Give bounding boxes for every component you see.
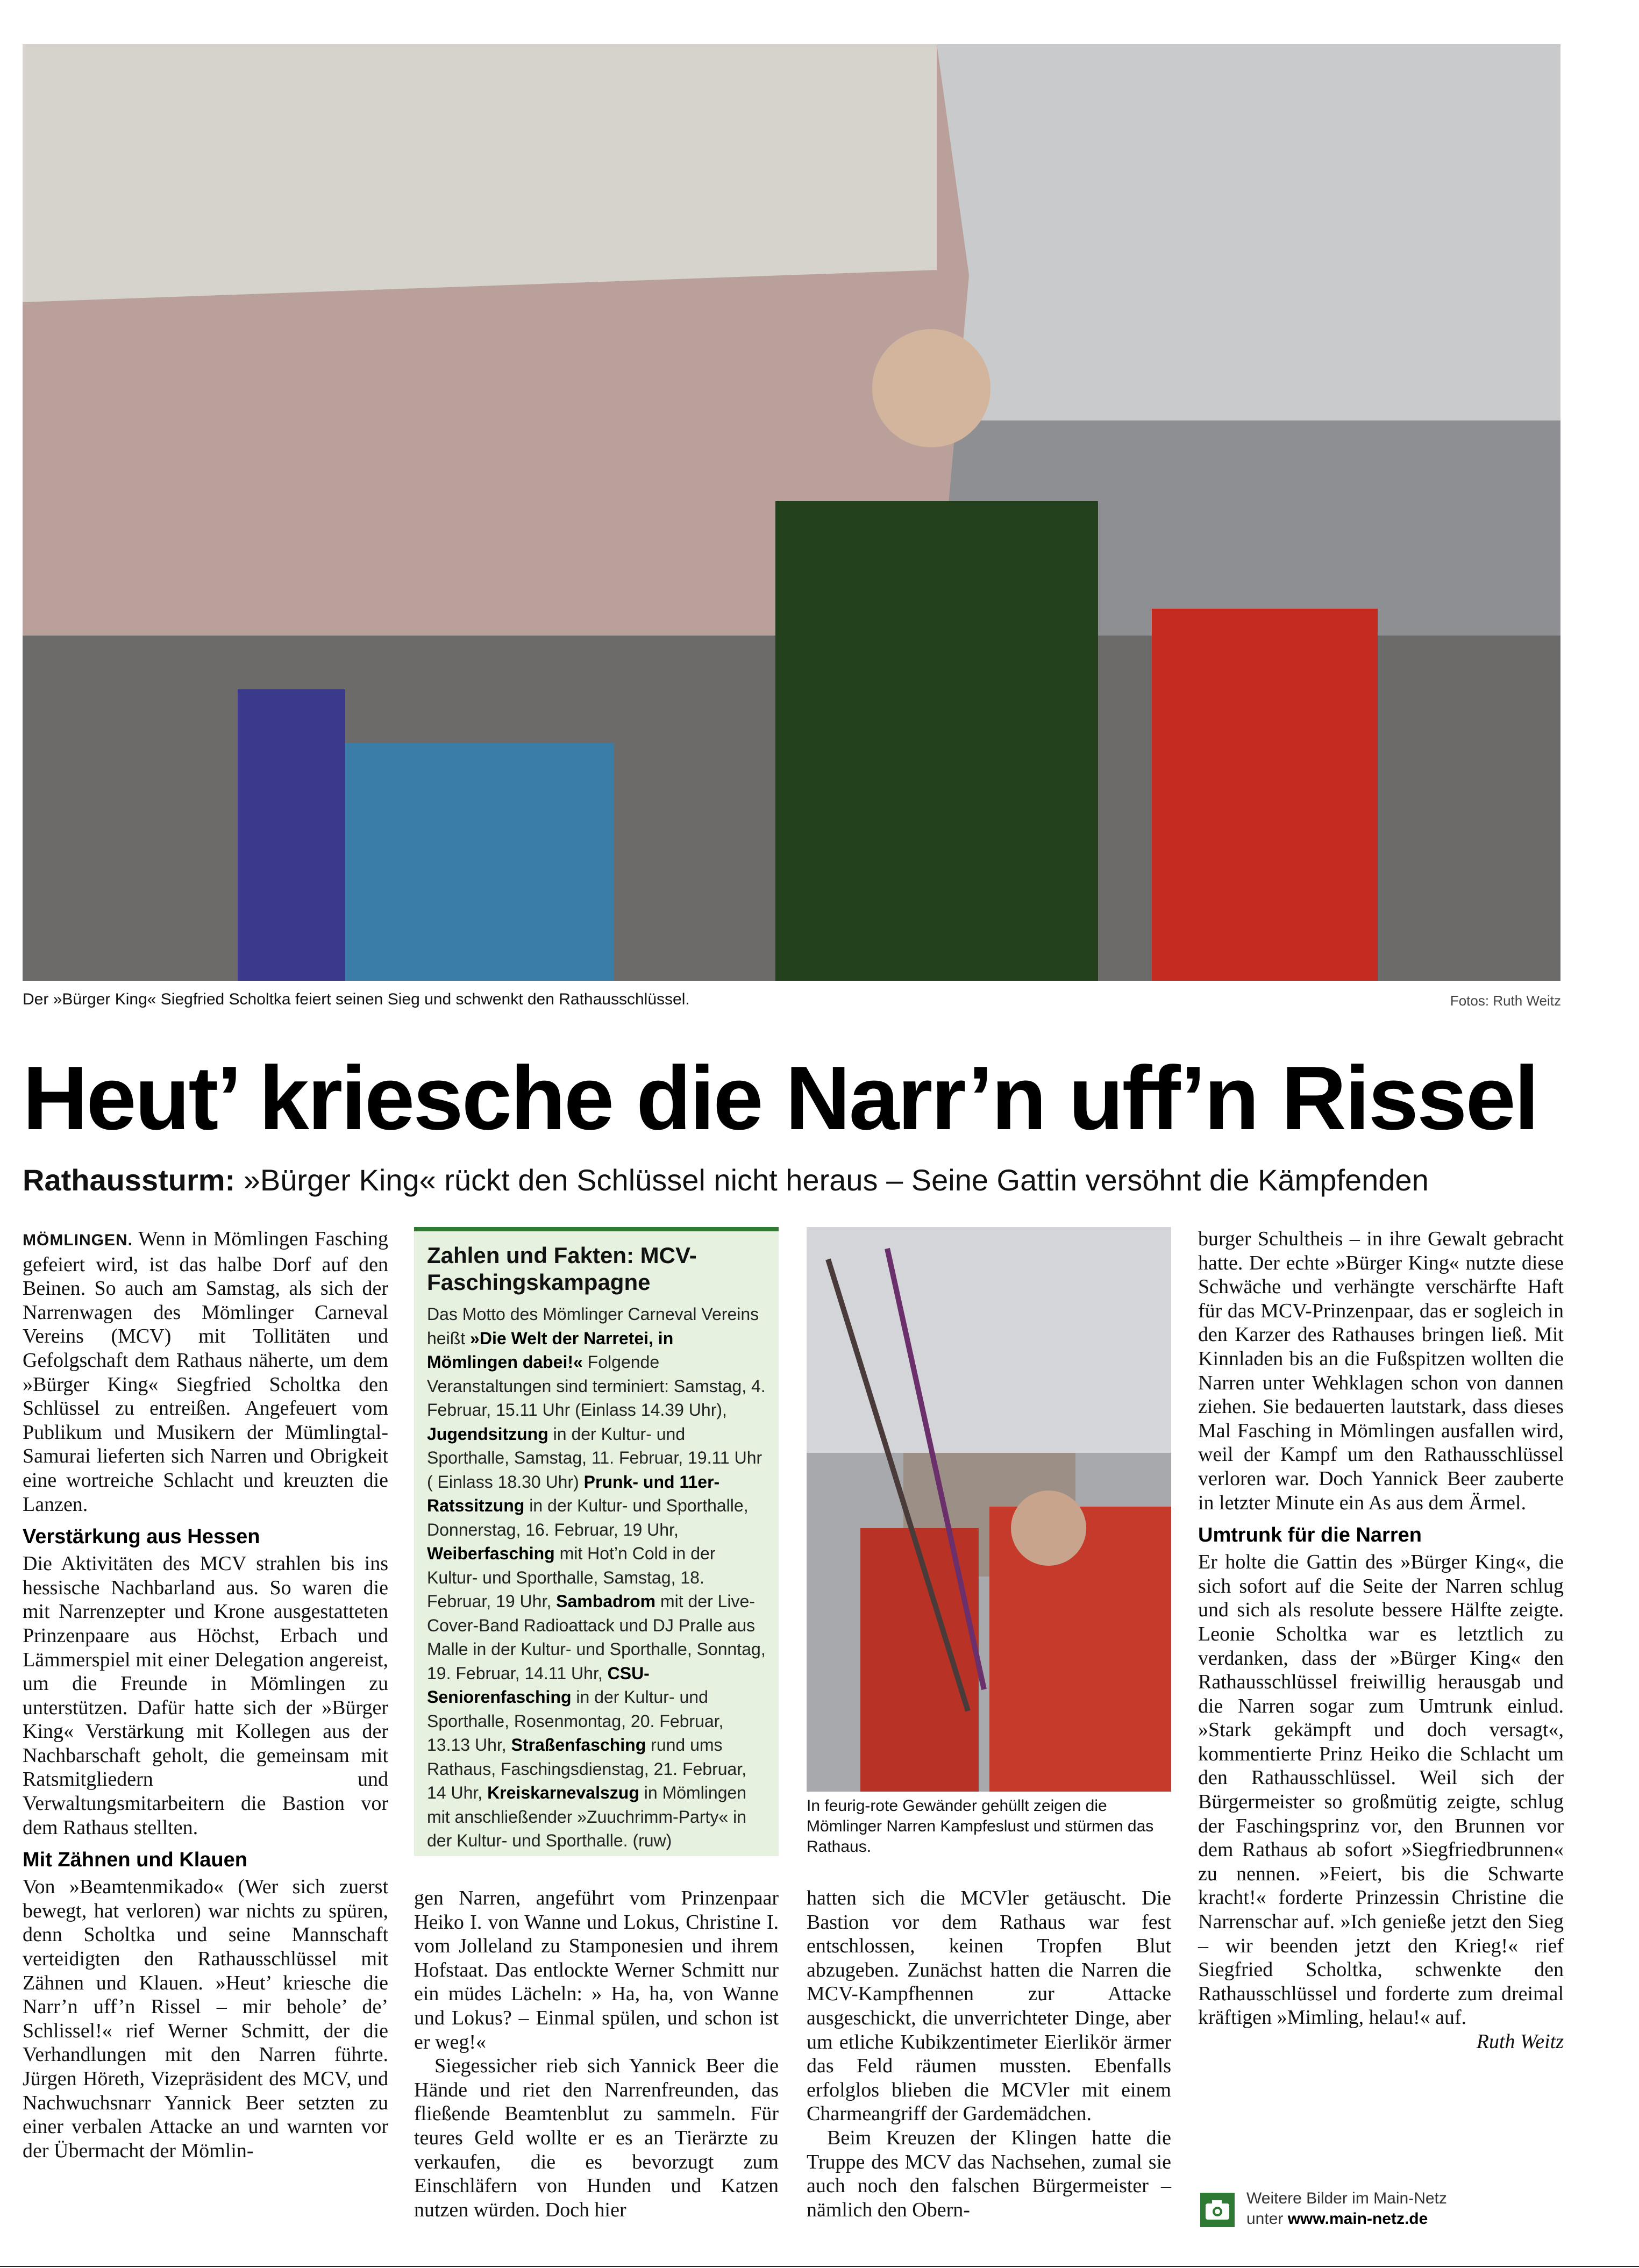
subheading: Verstärkung aus Hessen xyxy=(23,1525,260,1549)
fact-box-title: Zahlen und Fakten: MCV-Faschingskampagne xyxy=(427,1243,697,1295)
more-photos-link[interactable] xyxy=(1246,2188,1564,2229)
fact-text: in der Kultur- und Sporthalle, Samstag, 11. Februar, 19.11 Uhr ( Einlass 18.30 Uhr) xyxy=(427,1424,763,1492)
article-paragraph: Die Aktivitäten des MCV strahlen bis ins hessische Nachbarland aus. So waren die mit Narrenzepter und Krone ausgestatteten Prinzenpaare aus Höchst, Erbach und Lämmerspiel mit einer Delegation angereist, um die Freunde in Mömlingen zu unterstützen. Dafür hatte sich der »Bürger King« Verstärkung mit Kollegen aus der Nachbarschaft geholt, die gemeinsam mit Ratsmitgliedern und Verwaltungsmitarbeitern die Bastion vor dem Rathaus stellten. xyxy=(23,1552,388,1839)
author-signature: Ruth Weitz xyxy=(1476,2030,1564,2053)
fact-event: CSU-Seniorenfasching xyxy=(427,1663,650,1707)
photo-credit: Fotos: Ruth Weitz xyxy=(1450,993,1561,1009)
side-photo-caption: In feurig-rote Gewänder gehüllt zeigen die Mömlinger Narren Kampfeslust und stürmen das Rathaus. xyxy=(807,1797,1154,1856)
article-paragraph: Er holte die Gattin des »Bürger King«, die sich sofort auf die Seite der Narren schlug und sich als resolute bessere Hälfte zeigte. Leonie Scholtka war es letztlich zu verdanken, dass der »Bürger King« den Rathausschlüssel freiwillig herausgab und die Narren sogar zum Umtrunk einlud. »Stark gekämpft und doch versagt«, kommentierte Prinz Heiko die Schlacht um den Rathausschlüssel. Weil sich der Bürgermeister so großmütig zeigte, schlug der Faschingsprinz vor, den Brunnen vor dem Rathaus ab sofort »Siegfriedbrunnen« zu nennen. »Feiert, bis die Schwarte kracht!« forderte Prinzessin Christine die Narrenschar auf. »Ich genieße jetzt den Sieg – wir beenden jetzt den Krieg!« rief Siegfried Scholtka, schwenkte den Rathausschlüssel und forderte zum dreimal kräftigen »Mimling, helau!« auf. xyxy=(1198,1551,1564,2029)
url-prefix: unter xyxy=(1246,2210,1288,2228)
more-photos-line: Weitere Bilder im Main-Netz xyxy=(1246,2189,1447,2207)
article-paragraph: Siegessicher rieb sich Yannick Beer die Hände und riet den Narrenfreunden, das fließende Beamtenblut zu sammeln. Für teures Geld wollte er es an Tierärzte zu verkaufen, die es bevorzugt zum Einschläfern von Hunden und Katzen nutzen würden. Doch hier xyxy=(414,2055,779,2221)
article-column-4 xyxy=(1198,1227,1564,2120)
main-photo xyxy=(23,44,1560,981)
fact-text: Folgende Veranstaltungen sind terminiert: Samstag, 4. Februar, 15.11 Uhr (Einlass 14.39 Uhr), xyxy=(427,1352,766,1420)
fact-motto: »Die Welt der Narretei, in Mömlingen dabei!« xyxy=(427,1328,674,1372)
bottom-rule xyxy=(0,2266,1639,2267)
headline: Heut’ kriesche die Narr’n uff’n Rissel xyxy=(23,1047,1538,1149)
article-paragraph: Beim Kreuzen der Klingen hatte die Truppe des MCV das Nachsehen, zumal sie auch noch den falschen Bürgermeister – nämlich den Obern- xyxy=(807,2126,1171,2221)
more-photos-url-line xyxy=(1246,2209,1564,2229)
fact-text: Das Motto des Mömlinger Carneval Vereins heißt xyxy=(427,1304,759,1348)
article-paragraph: Wenn in Mömlingen Fasching gefeiert wird, ist das halbe Dorf auf den Beinen. So auch am Samstag, als sich der Narrenwagen des Mömlinger Carneval Vereins (MCV) mit Tollitäten und Gefolgschaft dem Rathaus näherte, um dem »Bürger King« Siegfried Scholtka den Schlüssel zu entreißen. Angefeuert vom Publikum und Musikern der Mümlingtal-Samurai lieferten sich Narren und Obrigkeit eine wortreiche Schlacht und kreuzten die Lanzen. xyxy=(23,1228,388,1516)
side-photo xyxy=(807,1227,1171,1792)
fact-event: Weiberfasching xyxy=(427,1544,555,1563)
fact-text: mit Hot’n Cold in der Kultur- und Sporthalle, Samstag, 18. Februar, 19 Uhr, xyxy=(427,1544,716,1611)
article-column-2 xyxy=(414,1886,779,2263)
dateline: MÖMLINGEN. xyxy=(23,1231,133,1249)
website-url[interactable]: www.main-netz.de xyxy=(1287,2210,1428,2228)
fact-text: in der Kultur- und Sporthalle, Donnerstag, 16. Februar, 19 Uhr, xyxy=(427,1496,749,1539)
subheading: Umtrunk für die Narren xyxy=(1198,1524,1422,1547)
article-paragraph: gen Narren, angeführt vom Prinzenpaar Heiko I. von Wanne und Lokus, Christine I. vom Jolleland zu Stamponesien und ihrem Hofstaat. Das entlockte Werner Schmitt nur ein müdes Lächeln: » Ha, ha, von Wanne und Lokus? – Einmal spülen, und schon ist er weg!« xyxy=(414,1887,779,2053)
fact-text: rund ums Rathaus, Faschingsdienstag, 21. Februar, 14 Uhr, xyxy=(427,1735,747,1802)
fact-event: Kreiskarnevalszug xyxy=(487,1783,639,1802)
fact-text: in Mömlingen mit anschließender »Zuuchrimm-Party« in der Kultur- und Sporthalle. (ruw) xyxy=(427,1783,747,1850)
subhead-label: Rathaussturm: xyxy=(23,1163,236,1197)
subhead-text: »Bürger King« rückt den Schlüssel nicht heraus – Seine Gattin versöhnt die Kämpfenden xyxy=(235,1163,1429,1197)
article-column-1 xyxy=(23,1227,388,2259)
article-paragraph: Von »Beamtenmikado« (Wer sich zuerst bewegt, hat verloren) war nichts zu spüren, denn Scholtka und seine Mannschaft verteidigten den Rathausschlüssel mit Zähnen und Klauen. »Heut’ kriesche die Narr’n uff’n Rissel – mir behole’ de’ Schlissel!« rief Werner Schmitt, der die Verhandlungen mit den Narren führte. Jürgen Höreth, Vizepräsident des MCV, und Nachwuchsnarr Yannick Beer setzten zu einer verbalen Attacke an und warnten vor der Übermacht der Mömlin- xyxy=(23,1875,388,2162)
fact-text: in der Kultur- und Sporthalle, Rosenmontag, 20. Februar, 13.13 Uhr, xyxy=(427,1687,724,1755)
subheading: Mit Zähnen und Klauen xyxy=(23,1849,247,1872)
fact-box-body xyxy=(427,1302,766,1853)
article-column-3 xyxy=(807,1886,1171,2263)
fact-text: mit der Live-Cover-Band Radioattack und DJ Pralle aus Malle in der Kultur- und Sporthalle, Sonntag, 19. Februar, 14.11 Uhr, xyxy=(427,1592,766,1683)
fact-event: Straßenfasching xyxy=(511,1735,646,1755)
article-paragraph: hatten sich die MCVler getäuscht. Die Bastion vor dem Rathaus war fest entschlossen, keinen Tropfen Blut abzugeben. Zunächst hatten die Narren die MCV-Kampfhennen zur Attacke ausgeschickt, die unverrichteter Dinge, aber um etliche Kubikzentimeter Eierlikör ärmer das Feld räumen mussten. Ebenfalls erfolglos blieben die MCVler mit einem Charmeangriff der Gardemädchen. xyxy=(807,1887,1171,2126)
article-paragraph: burger Schultheis – in ihre Gewalt gebracht hatte. Der echte »Bürger King« nutzte diese Schwäche und verhängte verschärfte Haft für das MCV-Prinzenpaar, das er sogleich in den Karzer des Rathauses bringen ließ. Mit Kinnladen bis an die Fußspitzen wollten die Narren unter Wehklagen schon von dannen ziehen. Sie bedauerten lautstark, dass dieses Mal Fasching in Mömlingen ausfallen wird, weil der Kampf um den Rathausschlüssel verloren war. Doch Yannick Beer zauberte in letzter Minute ein As aus dem Ärmel. xyxy=(1198,1228,1564,1514)
main-photo-caption: Der »Bürger King« Siegfried Scholtka feiert seinen Sieg und schwenkt den Rathausschlüssel. xyxy=(23,990,690,1008)
fact-event: Jugendsitzung xyxy=(427,1424,548,1444)
fact-event: Prunk- und 11er-Ratssitzung xyxy=(427,1472,720,1515)
fact-box xyxy=(414,1227,779,1856)
subhead xyxy=(23,1162,1429,1197)
fact-event: Sambadrom xyxy=(556,1592,656,1611)
camera-icon[interactable] xyxy=(1200,2193,1235,2227)
